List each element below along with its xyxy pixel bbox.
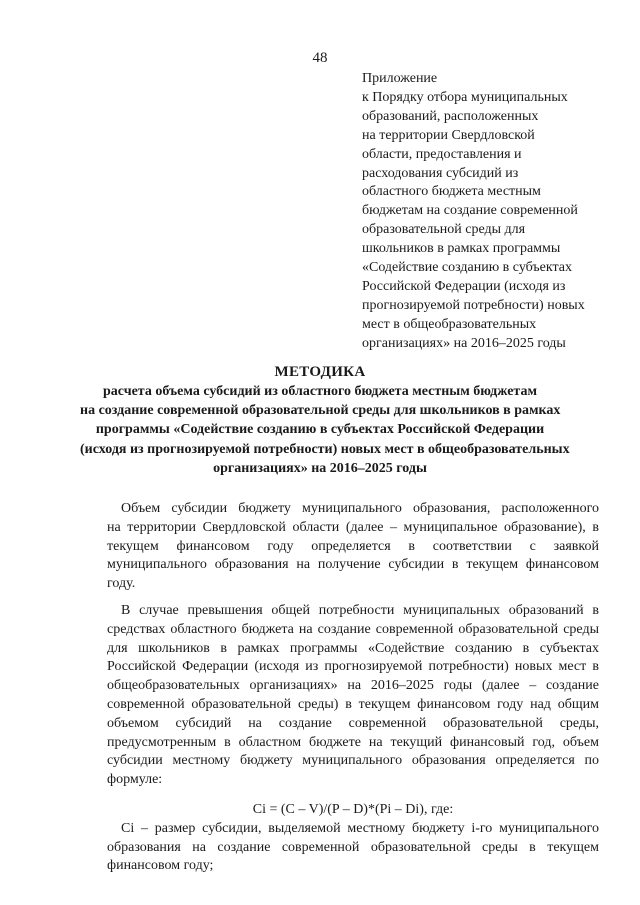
document-title-block <box>80 362 570 478</box>
subtitle-line: организациях» на 2016–2025 годы <box>213 460 427 476</box>
text-line: субсидии местному бюджету муниципального образования определяется по <box>107 753 599 769</box>
document-title: МЕТОДИКА <box>274 364 366 380</box>
text-line: средствах областного бюджета на создание современной образовательной среды <box>107 621 599 637</box>
subtitle-line: на создание современной образовательной среды для школьников в рамках <box>80 403 561 419</box>
text-line: образования на создание современной образовательной среды в текущем <box>107 839 599 855</box>
appendix-line: расходования субсидий из <box>362 165 519 181</box>
appendix-line: организациях» на 2016–2025 годы <box>362 335 566 351</box>
paragraph-ci-definition <box>107 820 599 876</box>
appendix-line: образований, расположенных <box>362 108 539 124</box>
text-line: Ci – размер субсидии, выделяемой местному бюджету i-го муниципального <box>121 820 599 836</box>
appendix-header <box>362 70 622 354</box>
text-line: современной образовательной среды) в текущем финансовом году над общим <box>107 696 599 712</box>
appendix-line: образовательной среды для <box>362 222 526 238</box>
appendix-line: прогнозируемой потребности) новых <box>362 297 585 313</box>
appendix-line: школьников в рамках программы <box>362 241 561 257</box>
text-line: для школьников в рамках программы «Содействие созданию в субъектах <box>107 640 599 656</box>
appendix-line: области, предоставления и <box>362 146 522 162</box>
text-line: общеобразовательных организациях» на 2016–2025 годы (далее – создание <box>107 678 599 694</box>
paragraph-volume-of-subsidy <box>107 500 599 594</box>
text-line: объемом субсидий на создание современной образовательной среды, <box>107 715 599 731</box>
appendix-line: к Порядку отбора муниципальных <box>362 89 568 105</box>
text-line: муниципального образования на получение субсидии в текущем финансовом <box>107 557 599 573</box>
text-line: Объем субсидии бюджету муниципального образования, расположенного <box>121 501 599 516</box>
formula: Ci = (C – V)/(P – D)*(Pi – Di), где: <box>252 801 454 817</box>
appendix-line: «Содействие созданию в субъектах <box>362 260 572 276</box>
text-line: формуле: <box>107 772 163 788</box>
appendix-line: на территории Свердловской <box>362 127 535 143</box>
text-line: году. <box>107 576 136 592</box>
appendix-line: бюджетам на создание современной <box>362 203 578 219</box>
text-line: предусмотренным в областном бюджете на текущий финансовый год, объем <box>107 734 599 750</box>
subtitle-line: программы «Содействие созданию в субъектах Российской Федерации <box>95 422 545 438</box>
text-line: Российской Федерации (исходя из прогнозируемой потребности) новых мест в <box>107 659 599 675</box>
body-text <box>107 500 599 876</box>
text-line: на территории Свердловской области (далее – муниципальное образование), в <box>107 519 599 535</box>
appendix-line: Российской Федерации (исходя из <box>362 278 566 294</box>
appendix-line: мест в общеобразовательных <box>362 316 537 332</box>
subtitle-line: (исходя из прогнозируемой потребности) новых мест в общеобразовательных <box>80 441 570 457</box>
appendix-line: областного бюджета местным <box>362 184 541 200</box>
document-subtitle <box>80 382 570 478</box>
appendix-line: Приложение <box>362 71 438 86</box>
subtitle-line: расчета объема субсидий из областного бюджета местным бюджетам <box>102 384 538 399</box>
text-line: финансовом году; <box>107 858 214 874</box>
text-line: текущем финансовом году определяется в соответствии с заявкой <box>107 538 599 554</box>
paragraph-excess-demand <box>107 602 599 790</box>
page-number: 48 <box>312 50 328 66</box>
text-line: В случае превышения общей потребности муниципальных образований в <box>121 602 599 618</box>
